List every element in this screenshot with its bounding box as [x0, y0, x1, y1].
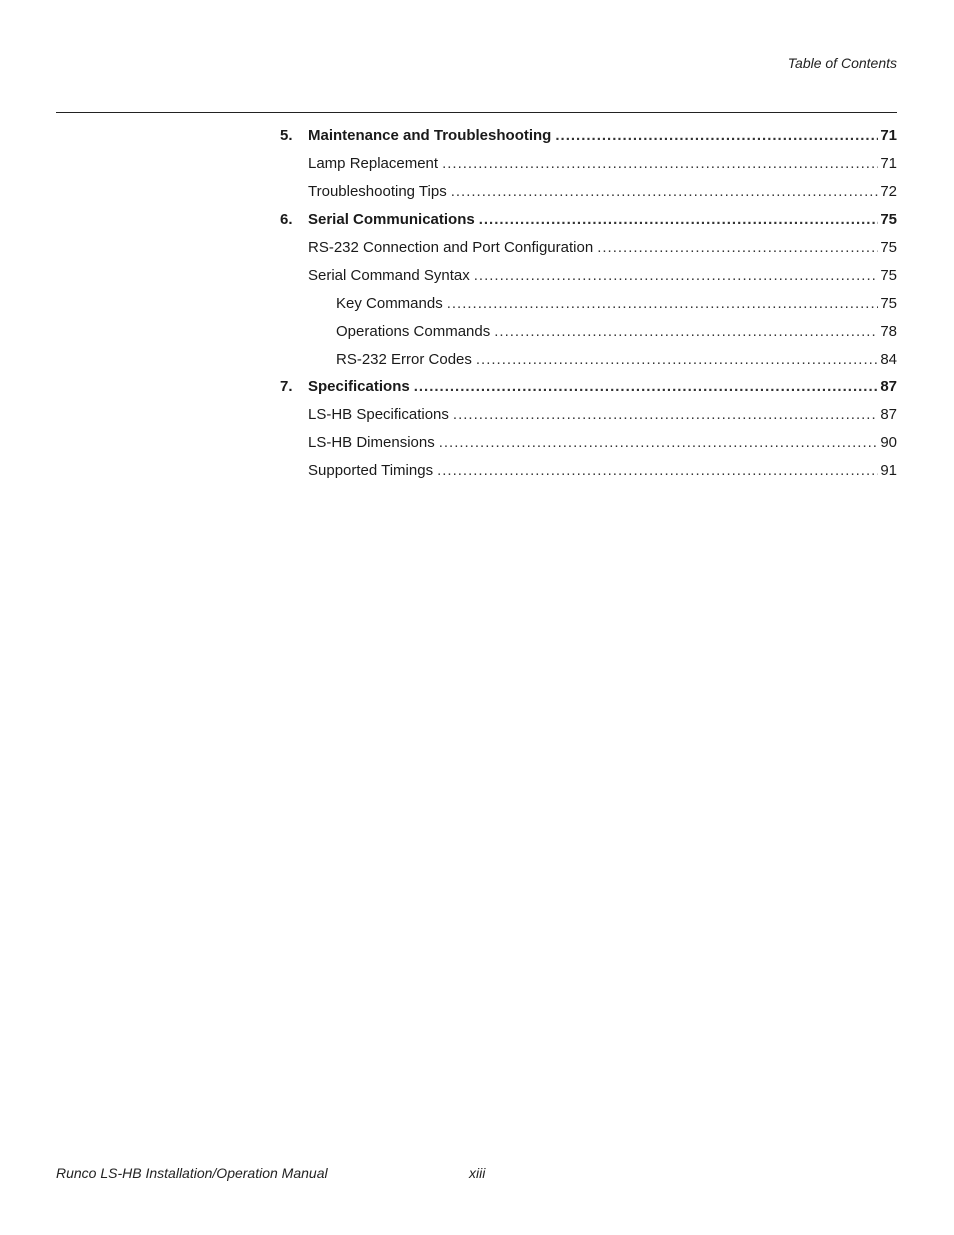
toc-entry[interactable] [280, 150, 897, 178]
toc-dot-leader [555, 127, 878, 144]
toc-entry[interactable] [280, 429, 897, 457]
toc-entry[interactable] [280, 206, 897, 234]
toc-entry-page: 75 [880, 266, 897, 284]
toc-entry-page: 72 [880, 183, 897, 201]
toc-entry-title: Supported Timings [308, 462, 434, 480]
toc-dot-leader [479, 211, 879, 228]
toc-entry-title: Key Commands [336, 294, 443, 312]
footer-page-number: xiii [469, 1165, 486, 1181]
toc-entry[interactable] [280, 122, 897, 150]
toc-entry-page: 71 [880, 155, 897, 173]
toc-entry-title: LS-HB Dimensions [308, 434, 435, 452]
toc-entry-page: 87 [880, 378, 897, 396]
toc-dot-leader [453, 406, 878, 423]
toc-entry-page: 71 [880, 127, 897, 145]
header-rule [56, 112, 897, 113]
toc-entry-number: 7. [280, 378, 293, 396]
toc-entry-title: Maintenance and Troubleshooting [308, 127, 552, 145]
toc-entry-page: 75 [880, 239, 897, 256]
header-section-title: Table of Contents [787, 55, 897, 71]
toc-entry-title: Troubleshooting Tips [308, 183, 447, 201]
table-of-contents [280, 122, 897, 485]
toc-dot-leader [437, 462, 878, 479]
toc-entry-page: 91 [880, 462, 897, 480]
toc-entry[interactable] [280, 345, 897, 373]
toc-dot-leader [414, 378, 879, 395]
footer-manual-title: Runco LS-HB Installation/Operation Manual [56, 1165, 328, 1181]
toc-entry-title: Specifications [308, 378, 410, 396]
toc-entry[interactable] [280, 261, 897, 289]
toc-entry-number: 6. [280, 211, 293, 229]
toc-entry-page: 90 [880, 434, 897, 452]
toc-entry-title: Serial Command Syntax [308, 266, 470, 284]
toc-entry-title: LS-HB Specifications [308, 406, 449, 424]
toc-entry-page: 75 [880, 294, 897, 312]
toc-entry[interactable] [280, 234, 897, 262]
toc-entry-title: Lamp Replacement [308, 155, 439, 173]
toc-dot-leader [442, 155, 878, 172]
toc-dot-leader [474, 267, 879, 284]
toc-dot-leader [597, 239, 878, 256]
toc-entry[interactable] [280, 317, 897, 345]
toc-dot-leader [451, 183, 879, 200]
toc-dot-leader [439, 434, 879, 451]
toc-entry-title: Operations Commands [336, 322, 491, 340]
toc-entry-title: RS-232 Error Codes [336, 350, 472, 368]
toc-entry-page: 87 [880, 406, 897, 424]
toc-dot-leader [447, 295, 879, 312]
toc-entry[interactable] [280, 289, 897, 317]
toc-entry[interactable] [280, 401, 897, 429]
toc-entry-page: 84 [880, 350, 897, 368]
toc-entry-page: 75 [880, 211, 897, 229]
toc-entry[interactable] [280, 373, 897, 401]
toc-entry[interactable] [280, 457, 897, 485]
toc-entry-number: 5. [280, 127, 293, 145]
toc-entry[interactable] [280, 178, 897, 206]
toc-dot-leader [476, 351, 878, 368]
toc-entry-title: Serial Communications [308, 211, 475, 229]
toc-entry-title: RS-232 Connection and Port Configuration [308, 239, 594, 256]
toc-dot-leader [494, 323, 878, 340]
toc-entry-page: 78 [880, 322, 897, 340]
